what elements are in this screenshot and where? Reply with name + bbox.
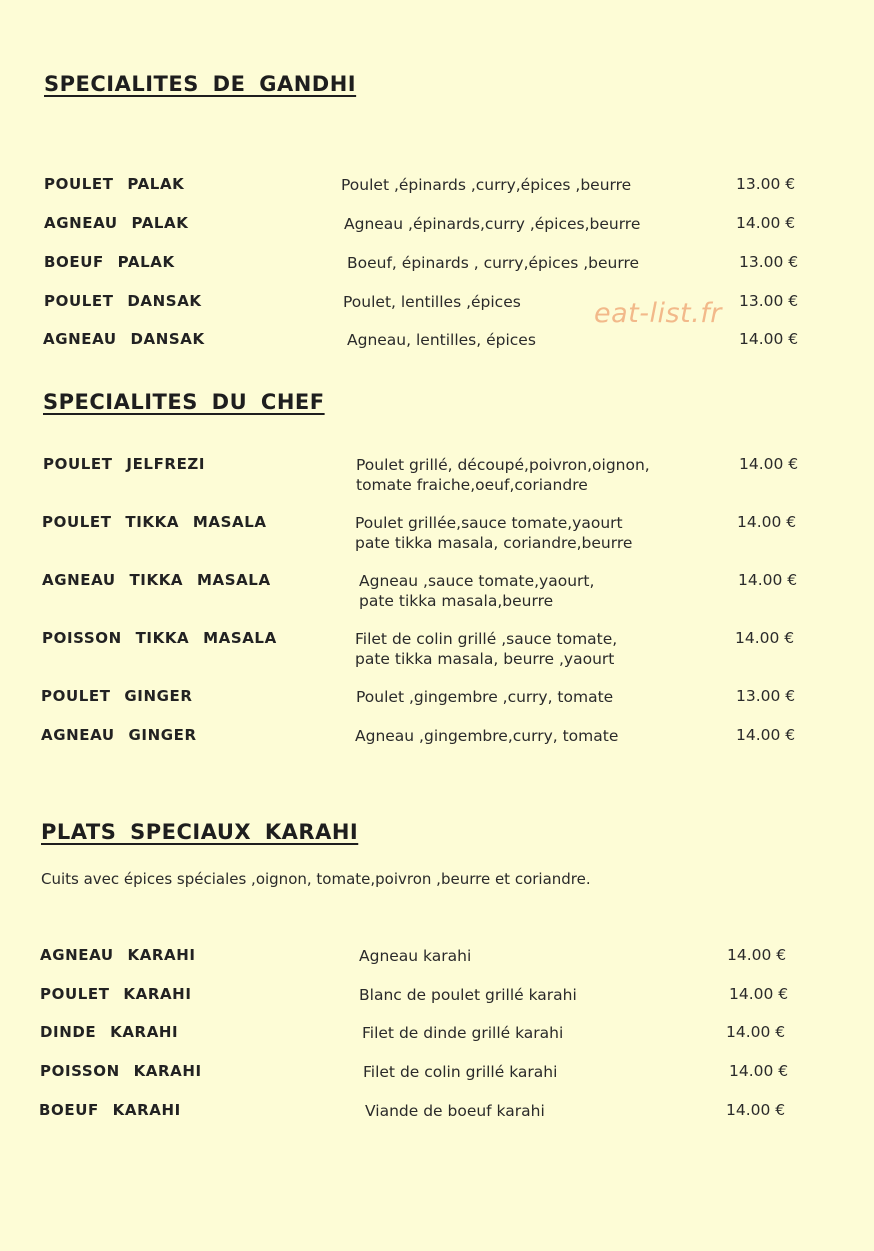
dish-price: 13.00 € — [739, 292, 799, 310]
watermark-logo: eat-list.fr — [594, 298, 722, 329]
dish-price: 14.00 € — [729, 985, 789, 1003]
dish-price: 14.00 € — [735, 629, 795, 647]
section-title-karahi: PLATS SPECIAUX KARAHI — [41, 820, 359, 844]
dish-description: Filet de colin grillé ,sauce tomate, pate tikka masala, beurre ,yaourt — [355, 630, 618, 668]
dish-price: 14.00 € — [739, 455, 799, 473]
dish-name: AGNEAU DANSAK — [43, 330, 205, 348]
dish-price: 13.00 € — [736, 687, 796, 705]
dish-description: Filet de colin grillé karahi — [363, 1063, 558, 1081]
dish-name: AGNEAU GINGER — [41, 726, 197, 744]
dish-description: Poulet, lentilles ,épices — [343, 293, 521, 311]
dish-description: Poulet ,épinards ,curry,épices ,beurre — [341, 176, 632, 194]
dish-price: 14.00 € — [726, 1101, 786, 1119]
section-title-gandhi: SPECIALITES DE GANDHI — [44, 72, 357, 96]
section-intro: Cuits avec épices spéciales ,oignon, tomate,poivron ,beurre et coriandre. — [41, 870, 591, 888]
dish-price: 14.00 € — [737, 513, 797, 531]
dish-name: POULET DANSAK — [44, 292, 202, 310]
dish-name: AGNEAU TIKKA MASALA — [42, 571, 271, 589]
dish-price: 13.00 € — [739, 253, 799, 271]
dish-price: 14.00 € — [736, 726, 796, 744]
dish-description: Agneau ,épinards,curry ,épices,beurre — [344, 215, 641, 233]
dish-price: 14.00 € — [729, 1062, 789, 1080]
dish-price: 14.00 € — [738, 571, 798, 589]
dish-description: Filet de dinde grillé karahi — [362, 1024, 564, 1042]
dish-price: 14.00 € — [726, 1023, 786, 1041]
dish-name: POULET TIKKA MASALA — [42, 513, 267, 531]
dish-name: POISSON KARAHI — [40, 1062, 202, 1080]
dish-description: Boeuf, épinards , curry,épices ,beurre — [347, 254, 640, 272]
dish-description: Blanc de poulet grillé karahi — [359, 986, 577, 1004]
dish-description: Poulet grillé, découpé,poivron,oignon, tomate fraiche,oeuf,coriandre — [356, 456, 650, 494]
dish-price: 14.00 € — [739, 330, 799, 348]
dish-name: BOEUF PALAK — [44, 253, 175, 271]
dish-name: POISSON TIKKA MASALA — [42, 629, 277, 647]
dish-price: 14.00 € — [727, 946, 787, 964]
dish-name: POULET GINGER — [41, 687, 193, 705]
dish-name: POULET JELFREZI — [43, 455, 206, 473]
dish-description: Agneau ,gingembre,curry, tomate — [355, 727, 619, 745]
section-title-chef: SPECIALITES DU CHEF — [43, 390, 325, 414]
dish-name: POULET KARAHI — [40, 985, 192, 1003]
dish-name: AGNEAU KARAHI — [40, 946, 196, 964]
dish-description: Agneau ,sauce tomate,yaourt, pate tikka masala,beurre — [359, 572, 595, 610]
dish-description: Agneau, lentilles, épices — [347, 331, 536, 349]
dish-description: Poulet grillée,sauce tomate,yaourt pate tikka masala, coriandre,beurre — [355, 514, 633, 552]
dish-name: POULET PALAK — [44, 175, 185, 193]
dish-name: DINDE KARAHI — [40, 1023, 179, 1041]
dish-price: 14.00 € — [736, 214, 796, 232]
dish-description: Viande de boeuf karahi — [365, 1102, 545, 1120]
dish-name: BOEUF KARAHI — [39, 1101, 181, 1119]
dish-price: 13.00 € — [736, 175, 796, 193]
dish-description: Poulet ,gingembre ,curry, tomate — [356, 688, 614, 706]
dish-name: AGNEAU PALAK — [44, 214, 189, 232]
dish-description: Agneau karahi — [359, 947, 472, 965]
